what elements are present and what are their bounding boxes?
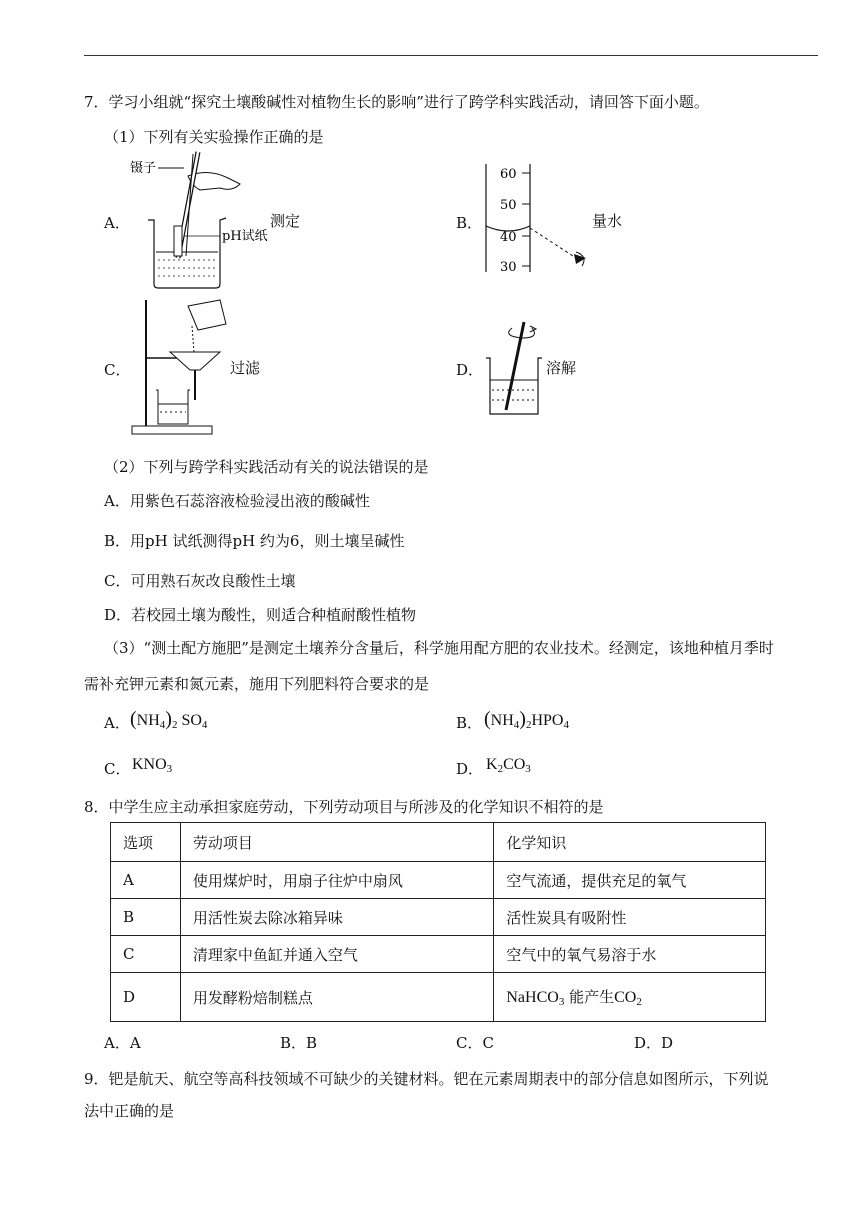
- formula-diammonium-phosphate: $(NH_4)_2HPO_4$: [484, 708, 569, 731]
- q7-sub3-line2: 需补充钾元素和氮元素，施用下列肥料符合要求的是: [84, 675, 430, 693]
- row-c-option: C: [111, 936, 181, 973]
- q7-sub2-option-b: B．用pH 试纸测得pH 约为6，则土壤呈碱性: [104, 532, 405, 550]
- row-a-option: A: [111, 862, 181, 899]
- q7-opt-c-letter: C．: [104, 361, 131, 379]
- tick-50: 50: [500, 198, 517, 213]
- formula-ammonium-sulfate: $(NH_4)_2$ $SO_4$: [130, 708, 208, 731]
- q8-answer-b: B．B: [280, 1034, 318, 1052]
- q9-line1: 9．钯是航天、航空等高科技领域不可缺少的关键材料。钯在元素周期表中的部分信息如图所示，下列说: [84, 1070, 769, 1088]
- row-a-labor: 使用煤炉时，用扇子往炉中扇风: [180, 862, 493, 899]
- row-a-knowledge: 空气流通，提供充足的氧气: [494, 862, 766, 899]
- q7-opt-c-caption: 过滤: [230, 359, 261, 377]
- q7-opt-a-letter: A．: [104, 214, 130, 232]
- table-row: [111, 936, 766, 973]
- measuring-cylinder-figure: [478, 160, 598, 276]
- q7-sub1-text: （1）下列有关实验操作正确的是: [104, 128, 324, 146]
- q7-sub3-opt-b-letter: B．: [456, 714, 483, 732]
- filtration-figure: [128, 296, 238, 440]
- header-option: 选项: [111, 823, 181, 862]
- q7-stem: 7．学习小组就“探究土壤酸碱性对植物生长的影响”进行了跨学科实践活动，请回答下面小题。: [84, 93, 709, 111]
- header-labor-item: 劳动项目: [180, 823, 493, 862]
- q7-sub2-option-c: C．可用熟石灰改良酸性土壤: [104, 572, 296, 590]
- row-b-option: B: [111, 899, 181, 936]
- q7-sub2-option-d: D．若校园土壤为酸性，则适合种植耐酸性植物: [104, 606, 417, 624]
- q7-opt-d-letter: D．: [456, 361, 484, 379]
- row-b-labor: 用活性炭去除冰箱异味: [180, 899, 493, 936]
- q7-sub3-opt-a-letter: A．: [104, 714, 130, 732]
- tick-60: 60: [500, 167, 517, 182]
- q7-opt-a-caption: 测定: [270, 212, 301, 230]
- header-rule: [84, 55, 818, 56]
- row-b-knowledge: 活性炭具有吸附性: [494, 899, 766, 936]
- row-d-labor: 用发酵粉焙制糕点: [180, 973, 493, 1022]
- row-d-option: D: [111, 973, 181, 1022]
- row-c-knowledge: 空气中的氧气易溶于水: [494, 936, 766, 973]
- q8-answer-a: A．A: [104, 1034, 141, 1052]
- q7-opt-b-caption: 量水: [592, 212, 623, 230]
- q7-sub3-opt-d-letter: D．: [456, 760, 484, 778]
- header-chem-knowledge: 化学知识: [494, 823, 766, 862]
- tweezers-label: 镊子: [130, 161, 157, 176]
- dissolving-figure: [482, 318, 546, 422]
- row-c-labor: 清理家中鱼缸并通入空气: [180, 936, 493, 973]
- q8-answer-d: D．D: [634, 1034, 674, 1052]
- q9-line2: 法中正确的是: [84, 1102, 175, 1120]
- q7-sub2-option-a: A．用紫色石蕊溶液检验浸出液的酸碱性: [104, 492, 370, 510]
- q8-stem: 8．中学生应主动承担家庭劳动，下列劳动项目与所涉及的化学知识不相符的是: [84, 798, 604, 816]
- table-header-row: [111, 823, 766, 862]
- tick-30: 30: [500, 260, 517, 275]
- row-d-knowledge: NaHCO$_3$ 能产生$CO_2$: [494, 973, 766, 1022]
- table-row: [111, 899, 766, 936]
- q7-opt-d-caption: 溶解: [546, 359, 577, 377]
- q7-opt-b-letter: B．: [456, 214, 483, 232]
- table-row: [111, 862, 766, 899]
- q7-sub2-text: （2）下列与跨学科实践活动有关的说法错误的是: [104, 458, 429, 476]
- ph-paper-label: pH试纸: [222, 229, 268, 244]
- q8-answer-c: C．C: [456, 1034, 494, 1052]
- q7-sub3-line1: （3）“测土配方施肥”是测定土壤养分含量后，科学施用配方肥的农业技术。经测定，该地种植月季时: [104, 639, 774, 657]
- formula-potassium-carbonate: $K_2CO_3$: [486, 756, 531, 775]
- tick-40: 40: [500, 230, 517, 245]
- formula-potassium-nitrate: $KNO_3$: [132, 756, 173, 775]
- table-row: [111, 973, 766, 1022]
- q7-sub3-opt-c-letter: C．: [104, 760, 131, 778]
- q8-table: [110, 822, 766, 1022]
